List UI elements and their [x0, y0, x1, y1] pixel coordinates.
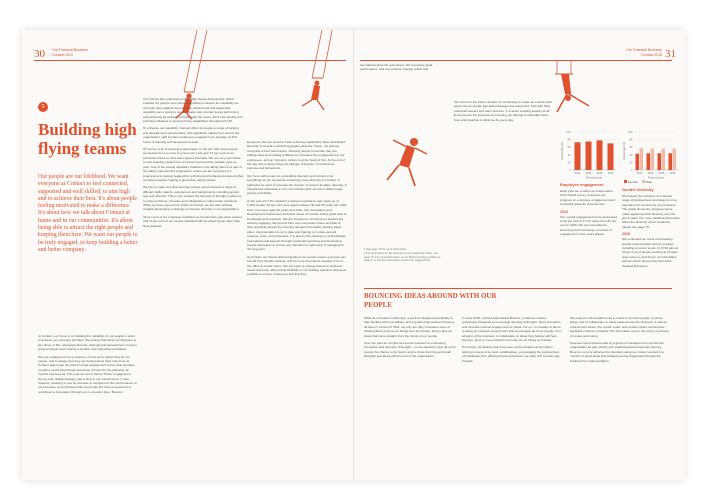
- x-tick-label: 2014: [647, 172, 654, 175]
- gender-bar-female-2016: [669, 153, 673, 170]
- y-tick-label: 100: [566, 131, 571, 134]
- y-tick-label: 100: [628, 131, 633, 134]
- y-tick-label: 60: [629, 146, 633, 150]
- x-axis-label: Financial year: [585, 176, 603, 180]
- gender-bar-male-2014: [651, 149, 655, 170]
- right-column-2: Our focus for the future remains on continuing to create an environment where all our people feel acknowledged and supported, both with their individual careers and team success. It is about creating leaders at all levels across the business so ensuring our tikanga is embedded and lives and breathes in what we do every day.: [454, 100, 553, 122]
- section-number-badge: 5: [38, 102, 48, 112]
- page-header-right: Our Financial Business Contact 2015: [626, 48, 662, 57]
- engagement-text: Employee engagement Each year we conduct an independent AON Hewitt survey to assess our progress on employee engagement and to identify areas for development. 2016 Our overall engagement score decreased to 64 per cent in FY16, down from 82 per cent in 2015. We are committed to improving and increasing our levels of engagement in the years ahead.: [560, 182, 617, 237]
- gender-bar-male-2015: [662, 149, 666, 170]
- x-tick-label: 2013: [574, 172, 581, 175]
- bounce-column-3: We used an online platform as a means to connect people, to share ideas, and to collaborate on those ideas across the business. It was an environment where 'the crowd' voted, and a place where constructive feedback could be provided. The best ideas rose to the top by a process of review and voting. Overseen and implemented by a group of managers from across the organisation as part of their own professional development journey, Bounce not only achieved its intended outcomes, it also resulted in a number of great ideas and initiatives being progressed through the business for implementation.: [570, 316, 669, 363]
- footnotes: 1 See page 70 for more information. 2 For information on the diversity of our Leadership Team, see page 75. For more information on our Board member profiles on page 5, or see the Governance section on pages 28-40.: [364, 248, 441, 263]
- x-axis-label: Financial year: [647, 176, 665, 180]
- y-tick-label: 0: [631, 169, 633, 172]
- magazine-spread: [22, 30, 684, 480]
- y-tick-label: 60: [567, 146, 571, 150]
- left-column-2: In FY16 we also undertook a Capability Needs Assessment, which enabled our people and culture specialists to assess the capability we currently have against the technical, behavioural and leadership capability we're going to need to make sure Contact keeps performing and achieving its strategic priorities into the future. We'll now identify and prioritise initiatives to develop those capabilities throughout FY16. To enhance our capability, Contact offers its people a range of training and development opportunities, with significant uptake from across the organisation, with Contact employees engaged in an average of 10.5 hours of learning and development each. Of course, a lot of learning is generated 'on the job' with new projects, secondments or a move to a new role. Last year 67 per cent of our permanent hires to roles were placed internally. We are very committed to new learning experiences and have improved the statistic year-on-year. One of the people capability initiatives now taking place is a part of the safety improvement programme, where we are focusing on a programme to support leadership, technical and behavioural aspects that combine towards creating a generative safety culture. We like to make sure that we have people and processes a range of different skills, talents, experiences and backgrounds including gender, age and ethnicity. This in turn creates the diversity of thought to allow us to solve problems, innovate and collaborate to make better decisions. While we have a good mix of this at Contact, we are also working towards developing a strategy to increase diversity in our organisation. 44 per cent of our employee workforce at Contact last year were women, and 14 per cent of our people identified with an ethnic group other than New Zealand: [143, 97, 243, 228]
- x-tick-label: 2013: [636, 172, 643, 175]
- gender-bar-female-2014: [647, 153, 651, 170]
- page-header-left: Our Financial Business Contact 2015: [52, 48, 88, 57]
- gender-heading: Gender diversity: [622, 187, 654, 192]
- header-rule-right: [360, 60, 672, 61]
- y-tick-label: 80: [567, 138, 571, 142]
- legend-swatch-male: [642, 180, 645, 183]
- right-column-1: can balance their life and career. We recognise great performance, and our rewards strongly reflect this.: [360, 63, 433, 72]
- page-number-right: 31: [665, 48, 676, 60]
- engagement-bar-2016: [608, 143, 614, 170]
- left-column-3: European. We are proud to have a diverse Leadership Team and Board. Diversity is central to achieving greater diversity. Vision, 'As and we recognise it can't stand alone. Allowing people to feel like they are adding value and making a difference increases the engagement of our employees, and an 'inclusive' culture is at the heart of this. At the end of the day, this is about living our tikanga, principles, commitments, purpose and behaviours. Our focus will remain on embedding diversity and inclusion into everything we do, as well as enhancing more diversity to Contact. In particular we want to increase the number of women females, diversity of thought and ethnicities in our communities that represent different age groups and ability. At the end of FY16, Contact's employee workforce was made up of 1,056 people: 52 per cent were aged between 30 and 50 years old, while 8 per cent were aged 60 years and older. Our Generation and Development businesses and other areas of Contact hold a great deal of knowledge and expertise. We are focused on ensuring our leaders are actively engaging risk around their own succession plans and that of their technical experts by ensuring relevant information sharing takes place, documentation is up to date and training is in place around systems, tools, and processes. It is also by the passing on of knowledge and behavioural aspects through coaching/mentoring and developing people and teams to ensure any transition to retirement is managed for the long term. At Contact, we believe that being fair to our people means everyone can benefit from flexible working, and it's more than about needing to be in the office at certain hours. We are open to change based on business needs and roles. We provide flexibility in our working practices whenever possible to ensure employees feel that they: [247, 140, 347, 277]
- bounce-column-2: In early 2015, Contact kick-started Bounce, a pilot co-creation programme designed to encourage diversity of thought, drive innovation, and increase internal engagement on ideas. For us, co-creation is about creating an inclusive environment that encourages all of our people, from all parts of the business, to collaborate on ideas they believe will help improve, grow or even transform the way we do things at Contact. Put simply, we believe that if we open up the ideation and problem solving process to be more collaborative, encouraging the perspectives of individuals from differing levels and teams, we often find a better way forward.: [462, 316, 562, 363]
- lead-paragraph: Our people are our lifeblood. We want everyone at Contact to feel connected, supported and well skilled, to aim high and to achieve their best. It's about people feeling motivated to make a difference. It's about how we talk about Contact at home and in our communities. It's about being able to attract the right people and keeping them here. We want our people to be truly engaged, to keep building a better and better company.: [38, 174, 138, 253]
- gender-bar-male-2016: [673, 149, 677, 170]
- legend-swatch-female: [624, 180, 627, 183]
- engagement-bar-2015: [597, 140, 603, 170]
- left-column-1: At Contact, our focus is on building the capability of our people in order to achieve our company priorities. We believe that living our tikanga is a key driver of this, alongside diversity, learning and development, being a good employer and creating a positive and supportive workplace. We use engagement as a measure of how we're performing for our people, and to gauge how they are feeling about their roles here at Contact. Each year we hold a formal engagement survey that provides us with a useful benchmark and areas of focus for the following 12 months and beyond. This year we ran a shorter 'Pulse' engagement survey and, disappointingly, saw a drop in our overall score. It was, however, pleasing to see an increase in sentiment in the performance of our business, and it showed that our people felt more empowered to contribute to innovation through our co-creation plan, 'Bounce'.: [38, 334, 137, 394]
- left-page: [22, 30, 353, 480]
- gender-bar-female-2015: [658, 153, 662, 170]
- engagement-chart: [560, 128, 618, 180]
- gender-bar-male-2013: [640, 148, 644, 170]
- y-tick-label: 20: [567, 161, 571, 165]
- gender-legend: [624, 180, 652, 184]
- legend-female: Female: [627, 180, 638, 184]
- engagement-heading: Employee engagement: [560, 182, 604, 187]
- engagement-bar-2013: [575, 142, 581, 170]
- y-tick-label: 0: [569, 169, 571, 172]
- section-divider: [364, 288, 672, 289]
- engagement-bar-2014: [586, 142, 592, 171]
- y-tick-label: 40: [567, 153, 571, 157]
- gender-text: Gender diversity We believe the inclusion of a diverse range of perspectives and ideas is a key ingredient for success for any business. The graph shows the progress we've made against gender diversity over the last 4 years. For more detailed information about the diversity of our workforce please see page 75. 2016 We continued our trend of increasing female representation across Contact, including at senior levels. In FY16 almost 44 per cent of people working at Contact were women, and 44 per cent identified with an ethnic group other than New Zealand European.: [622, 187, 680, 268]
- engagement-year-label: 2016: [560, 209, 568, 214]
- legend-male: Male: [645, 180, 653, 184]
- page-title: Building high flying teams: [38, 120, 137, 158]
- y-axis-label: Percentage (%): [623, 141, 626, 161]
- y-tick-label: 40: [629, 153, 633, 157]
- x-tick-label: 2015: [658, 172, 665, 175]
- x-tick-label: 2014: [585, 172, 592, 175]
- gender-year-label: 2016: [622, 232, 630, 237]
- x-tick-label: 2015: [596, 172, 603, 175]
- y-tick-label: 80: [629, 138, 633, 142]
- gender-bar-female-2013: [636, 154, 640, 170]
- hanging-acrobat-illustration: [549, 60, 609, 135]
- section2-title: BOUNCING IDEAS AROUND WITH OUR PEOPLE: [364, 292, 497, 309]
- bounce-column-1: What do a Contact mobile app, a product designed specifically to help families with new babies, and a geothermal powered brewery all have in common? Well, not only are they innovative ways of thinking about how we do things here at Contact, they're also all ideas that came straight from the minds of our people. Over the past 12 months we've been focused on embracing innovation and diversity of thought – so we wanted to give all of our people the chance to be heard, and to share their big and small thoughts and ideas with the rest of the organisation.: [364, 316, 457, 359]
- y-axis-label: Percentage (%): [561, 141, 564, 161]
- page-number-left: 30: [34, 48, 45, 60]
- gender-diversity-chart: [622, 128, 680, 180]
- x-tick-label: 2016: [669, 172, 676, 175]
- y-tick-label: 20: [629, 161, 633, 165]
- x-tick-label: 2016: [607, 172, 614, 175]
- right-page: [353, 30, 685, 480]
- tumbling-acrobat-illustration: [369, 120, 449, 200]
